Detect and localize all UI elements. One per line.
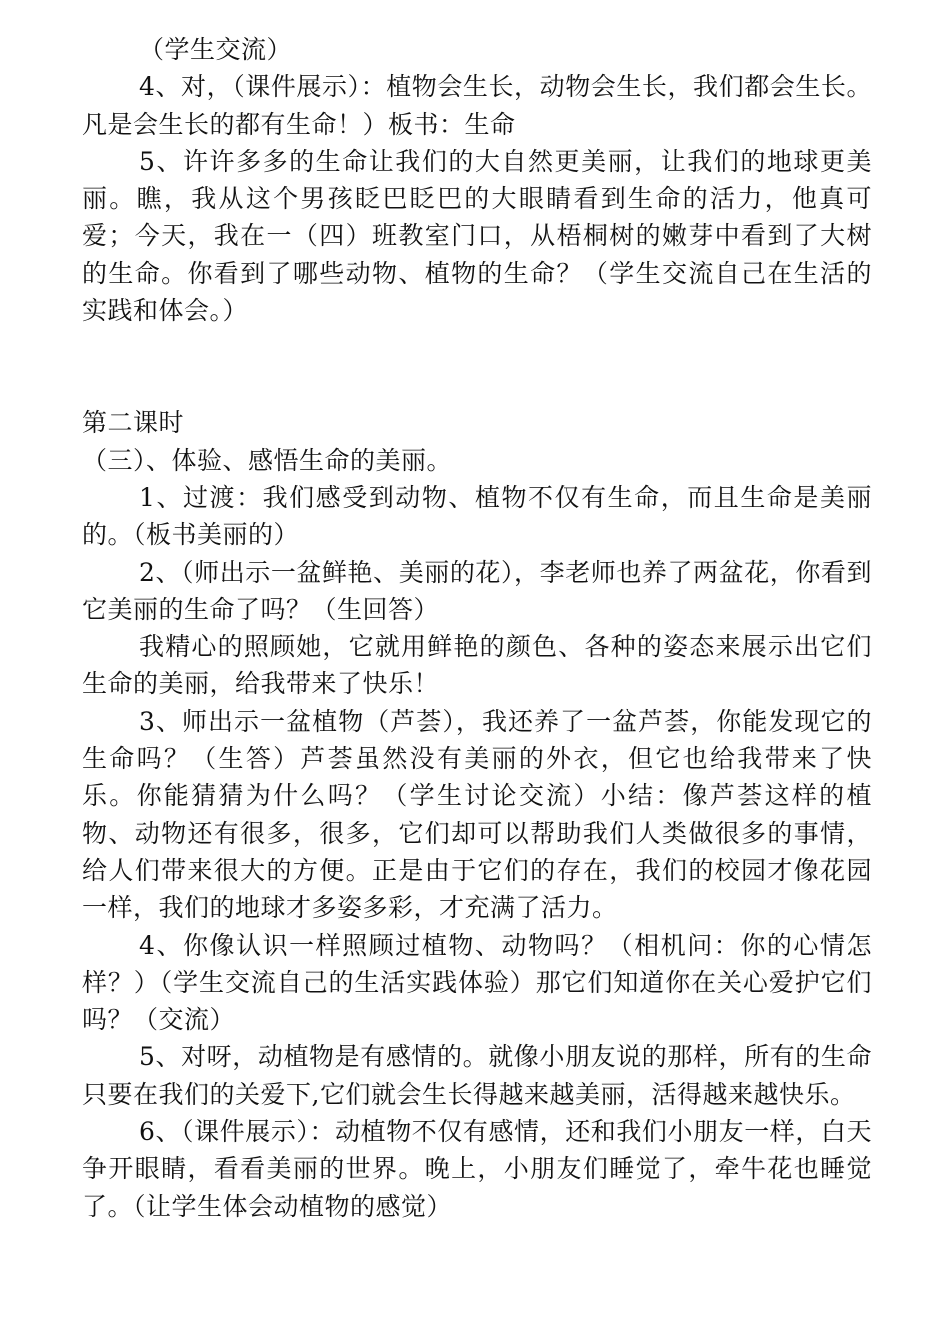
paragraph-morning-glory: 6、（课件展示）：动植物不仅有感情，还和我们小朋友一样，白天争开眼睛，看看美丽的世界。晚上，小朋友们睡觉了，牵牛花也睡觉了。（让学生体会动植物的感觉） [82,1117,872,1221]
document-page [82,0,872,1225]
section-title: （三）、体验、感悟生命的美丽。 [82,445,453,475]
lesson-title: 第二课时 [82,408,185,438]
paragraph-care: 我精心的照顾她，它就用鲜艳的颜色、各种的姿态来展示出它们生命的美丽，给我带来了快乐！ [82,632,872,699]
paragraph-aloe: 3、师出示一盆植物（芦荟），我还养了一盆芦荟，你能发现它的生命吗？（生答）芦荟虽然没有美丽的外衣，但它也给我带来了快乐。你能猜猜为什么吗？（学生讨论交流）小结：像芦荟这样的植物、动物还有很多，很多，它们却可以帮助我们人类做很多的事情，给人们带来很大的方便。正是由于它们的存在，我们的校园才像花园一样，我们的地球才多姿多彩，才充满了活力。 [82,706,872,923]
paragraph-transition: 1、过渡：我们感受到动物、植物不仅有生命，而且生命是美丽的。（板书美丽的） [82,482,872,550]
paragraph-flower: 2、（师出示一盆鲜艳、美丽的花），李老师也养了两盆花，你看到它美丽的生命了吗？（生回答） [82,557,872,624]
section-gap [82,329,872,404]
paragraph-step-5: 5、许许多多的生命让我们的大自然更美丽，让我们的地球更美丽。瞧，我从这个男孩眨巴眨巴的大眼睛看到生命的活力，他真可爱；今天，我在一（四）班教室门口，从梧桐树的嫩芽中看到了大树的生命。你看到了哪些动物、植物的生命？（学生交流自己在生活的实践和体会。） [82,146,872,326]
paragraph-feelings: 5、对呀，动植物是有感情的。就像小朋友说的那样，所有的生命只要在我们的关爱下,它们就会生长得越来越美丽，活得越来越快乐。 [82,1042,872,1109]
paragraph-care-question: 4、你像认识一样照顾过植物、动物吗？（相机问：你的心情怎样？）（学生交流自己的生活实践体验）那它们知道你在关心爱护它们吗？（交流） [82,930,872,1035]
paragraph-student-exchange: （学生交流） [139,35,293,64]
paragraph-step-4: 4、对，（课件展示）：植物会生长，动物会生长，我们都会生长。凡是会生长的都有生命！）板书：生命 [82,72,872,139]
